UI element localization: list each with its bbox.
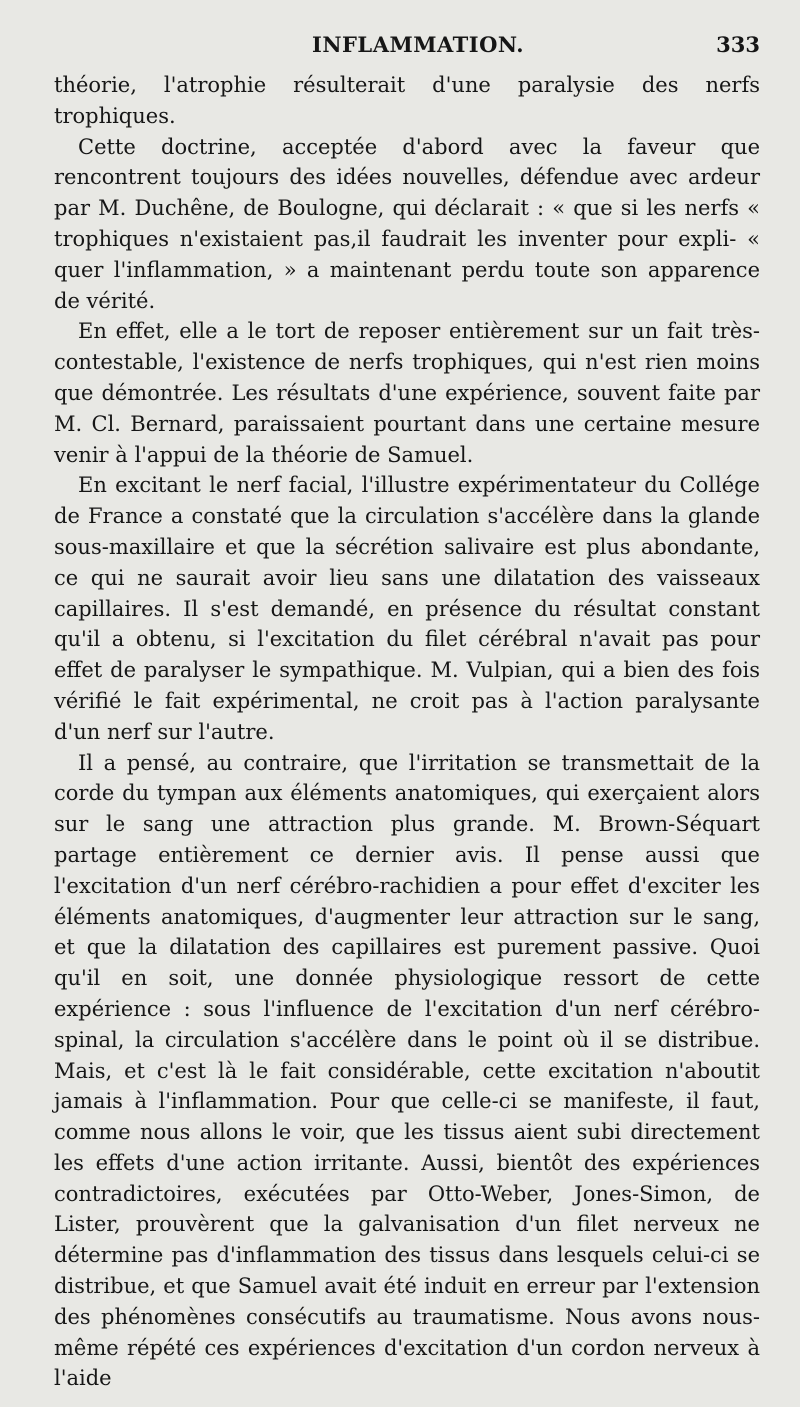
running-title: INFLAMMATION. bbox=[312, 32, 525, 57]
paragraph: Il a pensé, au contraire, que l'irritation se transmettait de la corde du tympan aux éléments anatomiques, qui exerçaient alors sur le sang une attraction plus grande. M. Brown-Séquart partage entièrement ce dernier avis. Il pense aussi que l'excitation d'un nerf cérébro-rachidien a pour effet d'exciter les éléments anatomiques, d'augmenter leur attraction sur le sang, et que la dilatation des capillaires est purement passive. Quoi qu'il en soit, une donnée physiologique ressort de cette expérience : sous l'influence de l'excitation d'un nerf cérébro-spinal, la circulation s'accélère dans le point où il se distribue. Mais, et c'est là le fait considérable, cette excitation n'aboutit jamais à l'inflammation. Pour que celle-ci se manifeste, il faut, comme nous allons le voir, que les tissus aient subi directement les effets d'une action irritante. Aussi, bientôt des expériences contradictoires, exécutées par Otto-Weber, Jones-Simon, de Lister, prouvèrent que la galvanisation d'un filet nerveux ne détermine pas d'inflammation des tissus dans lesquels celui-ci se distribue, et que Samuel avait été induit en erreur par l'extension des phénomènes consécutifs au traumatisme. Nous avons nous-même répété ces expériences d'excitation d'un cordon nerveux à l'aide bbox=[54, 750, 760, 1391]
body-text bbox=[54, 70, 760, 1394]
paragraph: En excitant le nerf facial, l'illustre expérimentateur du Collége de France a constaté que la circulation s'accélère dans la glande sous-maxillaire et que la sécrétion salivaire est plus abondante, ce qui ne saurait avoir lieu sans une dilatation des vaisseaux capillaires. Il s'est demandé, en présence du résultat constant qu'il a obtenu, si l'excitation du filet cérébral n'avait pas pour effet de paralyser le sympathique. M. Vulpian, qui a bien des fois vérifié le fait expérimental, ne croit pas à l'action paralysante d'un nerf sur l'autre. bbox=[54, 473, 760, 744]
page-number: 333 bbox=[716, 32, 760, 57]
paragraph: Cette doctrine, acceptée d'abord avec la faveur que rencontrent toujours des idées nouvelles, défendue avec ardeur par M. Duchêne, de Boulogne, qui déclarait : « que si les nerfs « trophiques n'existaient pas,il faudrait les inventer pour expli- « quer l'inflammation, » a maintenant perdu toute son apparence de vérité. bbox=[54, 134, 760, 313]
page-header bbox=[54, 26, 760, 70]
paragraph: théorie, l'atrophie résulterait d'une paralysie des nerfs trophiques. bbox=[54, 73, 760, 128]
paragraph: En effet, elle a le tort de reposer entièrement sur un fait très-contestable, l'existence de nerfs trophiques, qui n'est rien moins que démontrée. Les résultats d'une expérience, souvent faite par M. Cl. Bernard, paraissaient pourtant dans une certaine mesure venir à l'appui de la théorie de Samuel. bbox=[54, 319, 760, 467]
